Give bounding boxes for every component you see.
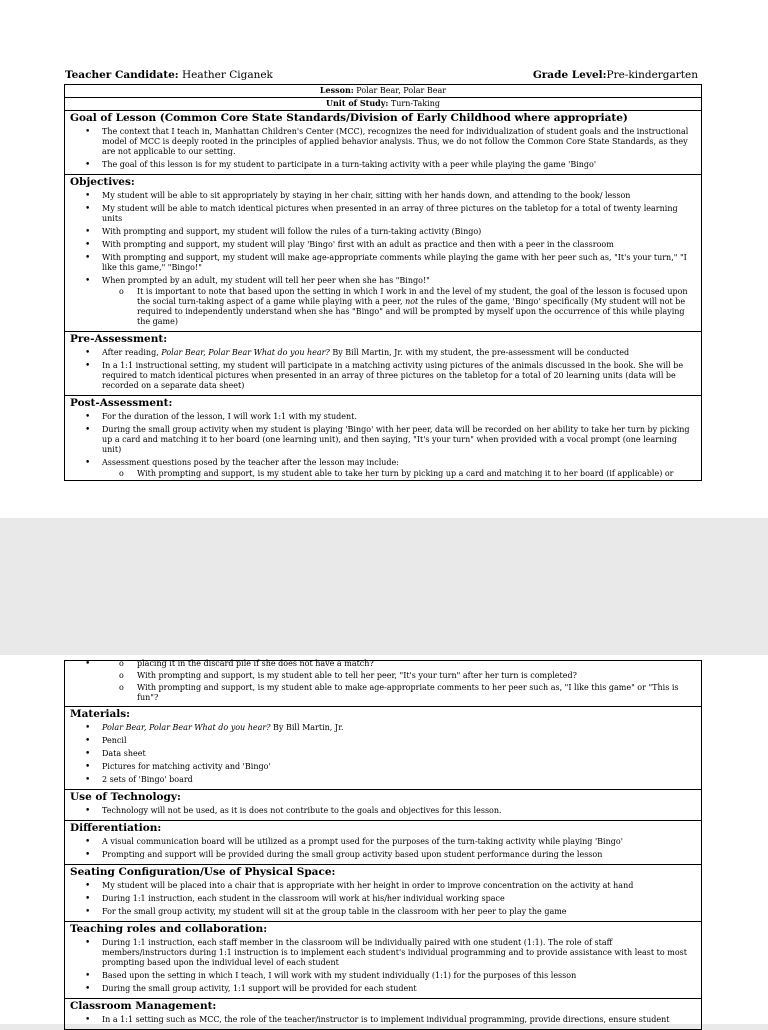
- sub-list-item: o With prompting and support, is my student able to tell her peer, "It's your turn" after her turn is completed?: [137, 671, 696, 681]
- list-item: • During the small group activity, 1:1 support will be provided for each student: [102, 984, 696, 994]
- technology-section: [65, 790, 702, 821]
- page-2: [0, 655, 768, 1024]
- list-item: • In a 1:1 instructional setting, my student will participate in a matching activity using pictures of the animals discussed in the book. She will be required to match identical pictures when presented in an array of three pictures on the tabletop for a total of 20 learning units (data will be recorded on a separate data sheet): [102, 361, 696, 391]
- sub-list-item: o It is important to note that based upon the setting in which I work in and the level of my student, the goal of the lesson is focused upon the social turn-taking aspect of a game while playing with a peer, not the rules of the game, 'Bingo' specifically (My student will not be required to independently understand when she has "Bingo" and will be prompted by myself upon the occurrence of this while playing the game): [137, 287, 696, 327]
- post-assessment-title: Post-Assessment:: [70, 397, 173, 409]
- list-item: • Assessment questions posed by the teacher after the lesson may include: o With prompting and support, is my student able to take her turn by picking up a card and matching it to her board (if applicable) or: [102, 458, 696, 479]
- goal-title: Goal of Lesson (Common Core State Standards/Division of Early Childhood where appropriate): [70, 112, 628, 124]
- list-item: • For the duration of the lesson, I will work 1:1 with my student.: [102, 412, 696, 422]
- sub-list-item: o With prompting and support, is my student able to make age-appropriate comments to her peer such as, "I like this game" or "This is fun"?: [137, 683, 696, 703]
- teacher-candidate: Teacher Candidate: Heather Ciganek: [65, 69, 273, 81]
- list-item: • The goal of this lesson is for my student to participate in a turn-taking activity with a peer while playing the game 'Bingo': [102, 160, 696, 170]
- list-item: • With prompting and support, my student will make age-appropriate comments while playing the game with her peer such as, "It's your turn," "I like this game," "Bingo!": [102, 253, 696, 273]
- list-item: • Based upon the setting in which I teach, I will work with my student individually (1:1) for the purposes of this lesson: [102, 971, 696, 981]
- post-assessment-continued: [65, 661, 702, 707]
- list-item: • My student will be able to match identical pictures when presented in an array of three pictures on the tabletop for a total of twenty learning units: [102, 204, 696, 224]
- lesson-row: Lesson: Polar Bear, Polar Bear: [65, 85, 702, 98]
- document-header: [65, 68, 698, 82]
- list-item: • With prompting and support, my student will play 'Bingo' first with an adult as practice and then with a peer in the classroom: [102, 240, 696, 250]
- list-item: • 2 sets of 'Bingo' board: [102, 775, 696, 785]
- materials-title: Materials:: [70, 708, 131, 720]
- sub-list-item-continued: o • placing it in the discard pile if she does not have a match?: [137, 659, 696, 669]
- goal-section: [65, 111, 702, 175]
- list-item: • With prompting and support, my student will follow the rules of a turn-taking activity (Bingo): [102, 227, 696, 237]
- list-item: • My student will be able to sit appropriately by staying in her chair, sitting with her hands down, and attending to the book/ lesson: [102, 191, 696, 201]
- differentiation-title: Differentiation:: [70, 822, 162, 834]
- unit-row: Unit of Study: Turn-Taking: [65, 98, 702, 111]
- lesson-plan-table-page-2: [64, 660, 702, 1030]
- list-item: • Technology will not be used, as it is does not contribute to the goals and objectives for this lesson.: [102, 806, 696, 816]
- list-item: • The context that I teach in, Manhattan Children's Center (MCC), recognizes the need for individualization of student goals and the instructional model of MCC is deeply rooted in the principles of applied behavior analysis. Thus, we do not follow the Common Core State Standards, as they are not applicable to our setting.: [102, 127, 696, 157]
- list-item: • Data sheet: [102, 749, 696, 759]
- list-item: • When prompted by an adult, my student will tell her peer when she has "Bingo!" o It is important to note that based upon the setting in which I work in and the level of my student, the goal of the lesson is focused upon the social turn-taking aspect of a game while playing with a peer, not the rules of the game, 'Bingo' specifically (My student will not be required to independently understand when she has "Bingo" and will be prompted by myself upon the occurrence of this while playing the game): [102, 276, 696, 327]
- technology-title: Use of Technology:: [70, 791, 181, 803]
- list-item: • A visual communication board will be utilized as a prompt used for the purposes of the turn-taking activity while playing 'Bingo': [102, 837, 696, 847]
- seating-section: [65, 865, 702, 922]
- teaching-roles-title: Teaching roles and collaboration:: [70, 923, 268, 935]
- post-assessment-section: [65, 396, 702, 481]
- list-item: • My student will be placed into a chair that is appropriate with her height in order to improve concentration on the activity at hand: [102, 881, 696, 891]
- pre-assessment-section: [65, 332, 702, 396]
- lesson-plan-table-page-1: [64, 84, 702, 481]
- list-item: • Polar Bear, Polar Bear What do you hear? By Bill Martin, Jr.: [102, 723, 696, 733]
- objectives-title: Objectives:: [70, 176, 135, 188]
- materials-section: [65, 707, 702, 790]
- pre-assessment-title: Pre-Assessment:: [70, 333, 168, 345]
- list-item: • During the small group activity when my student is playing 'Bingo' with her peer, data will be recorded on her ability to take her turn by picking up a card and matching it to her board (one learning unit), and then saying, "It's your turn" when provided with a vocal prompt (one learning unit): [102, 425, 696, 455]
- list-item: • Pencil: [102, 736, 696, 746]
- list-item: • Prompting and support will be provided during the small group activity based upon student performance during the lesson: [102, 850, 696, 860]
- grade-level: Grade Level:Pre-kindergarten: [532, 69, 698, 81]
- list-item-continued: [102, 659, 696, 703]
- sub-list-item: o With prompting and support, is my student able to take her turn by picking up a card and matching it to her board (if applicable) or: [137, 469, 696, 479]
- list-item: • Pictures for matching activity and 'Bingo': [102, 762, 696, 772]
- seating-title: Seating Configuration/Use of Physical Space:: [70, 866, 336, 878]
- classroom-management-section: [65, 999, 702, 1030]
- teaching-roles-section: [65, 922, 702, 999]
- list-item: • In a 1:1 setting such as MCC, the role of the teacher/instructor is to implement individual programming, provide directions, ensure student: [102, 1015, 696, 1025]
- differentiation-section: [65, 821, 702, 865]
- list-item: • For the small group activity, my student will sit at the group table in the classroom with her peer to play the game: [102, 907, 696, 917]
- list-item: • During 1:1 instruction, each staff member in the classroom will be individually paired with one student (1:1). The role of staff members/instructors during 1:1 instruction is to implement each student's individual programming and to provide assistance with least to most prompting based upon the individual level of each student: [102, 938, 696, 968]
- objectives-section: [65, 175, 702, 332]
- classroom-management-title: Classroom Management:: [70, 1000, 217, 1012]
- list-item: • During 1:1 instruction, each student in the classroom will work at his/her individual working space: [102, 894, 696, 904]
- list-item: • After reading, Polar Bear, Polar Bear What do you hear? By Bill Martin, Jr. with my student, the pre-assessment will be conducted: [102, 348, 696, 358]
